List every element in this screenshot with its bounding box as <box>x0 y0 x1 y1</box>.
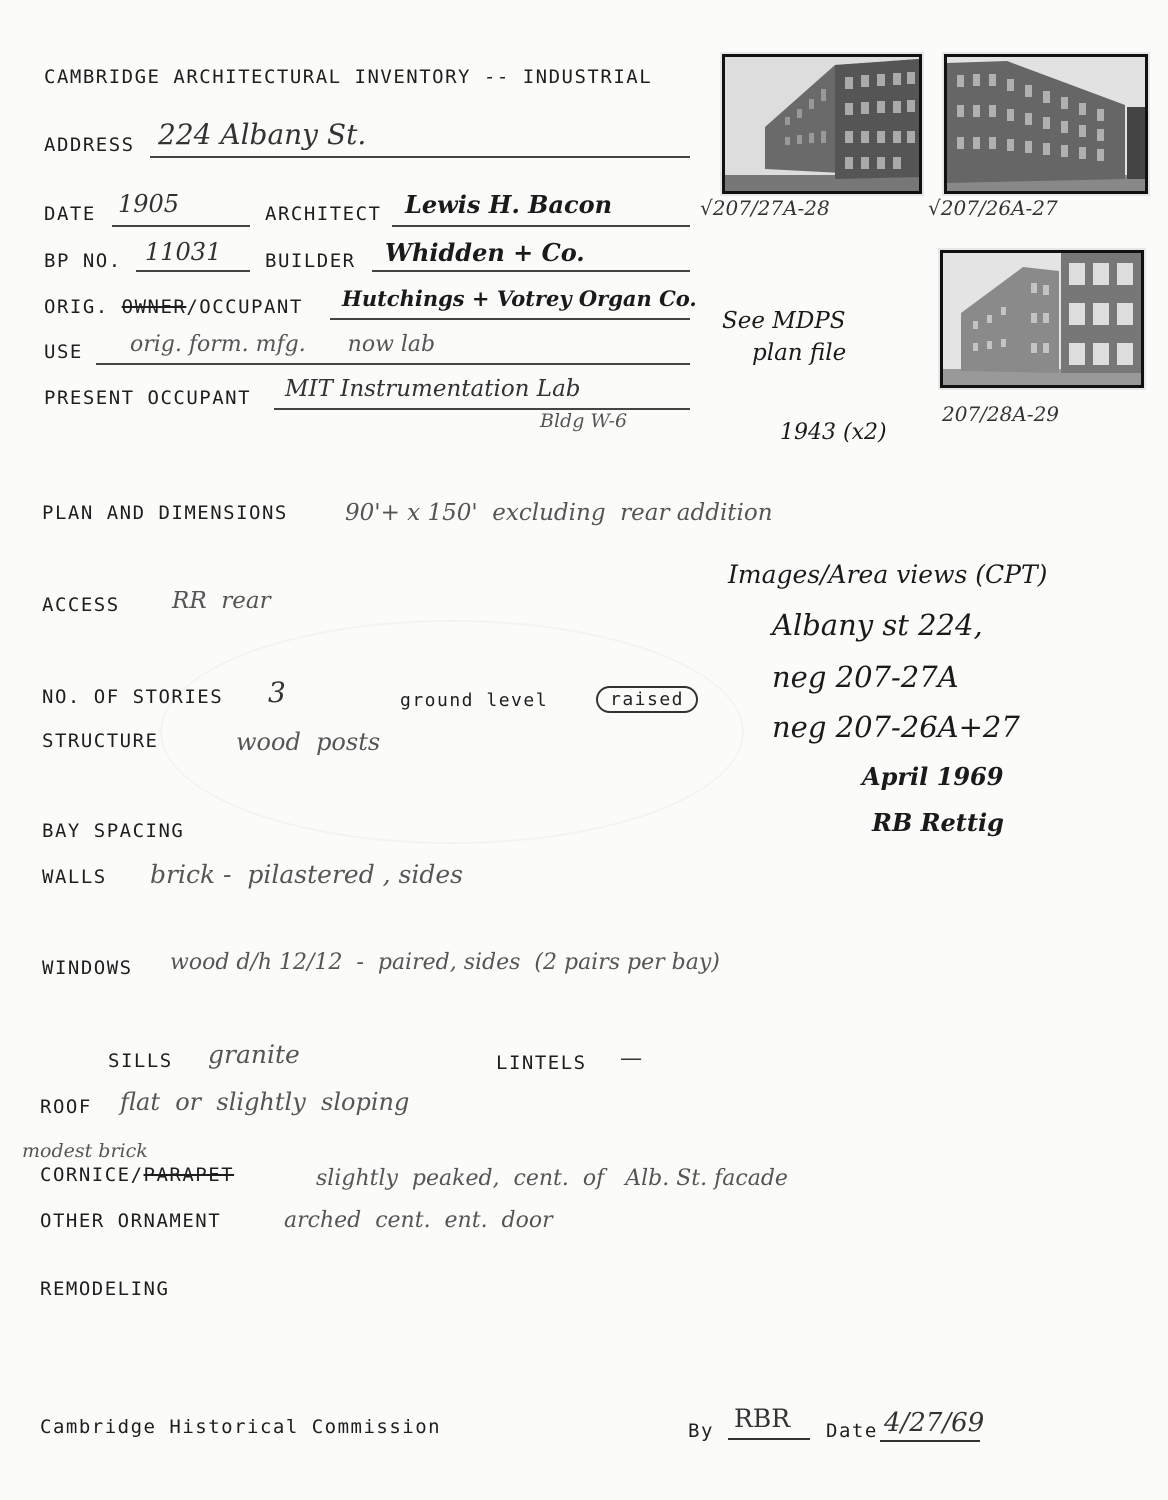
builder-value: Whidden + Co. <box>385 238 585 267</box>
plan-label: PLAN AND DIMENSIONS <box>42 502 288 524</box>
ground-level-value: raised <box>596 686 698 713</box>
other-ornament-value: arched cent. ent. door <box>284 1208 553 1233</box>
walls-value: brick - pilastered , sides <box>150 860 464 889</box>
address-line <box>150 156 690 158</box>
by-value: RBR <box>734 1404 791 1433</box>
by-underline <box>728 1438 810 1440</box>
windows-label: WINDOWS <box>42 957 133 979</box>
walls-label: WALLS <box>42 866 107 888</box>
building-photo-1-image <box>725 57 919 191</box>
images-note-line-1: Images/Area views (CPT) <box>728 560 1048 589</box>
footer-org: Cambridge Historical Commission <box>40 1416 442 1438</box>
use-line <box>96 363 690 365</box>
cornice-parapet-struck: PARAPET <box>143 1164 235 1186</box>
architect-line <box>392 225 690 227</box>
date-note: April 1969 <box>862 762 1004 791</box>
date-footer-label: Date <box>826 1420 878 1442</box>
access-value: RR rear <box>172 588 271 614</box>
address-value: 224 Albany St. <box>158 118 367 151</box>
mdps-note-line-2: plan file <box>752 340 847 366</box>
remodeling-label: REMODELING <box>40 1278 170 1300</box>
cornice-note: modest brick <box>22 1140 148 1162</box>
orig-owner-struck: OWNER <box>121 296 187 318</box>
mdps-note-line-1: See MDPS <box>722 308 846 334</box>
present-occupant-label: PRESENT OCCUPANT <box>44 387 252 409</box>
date-footer-value: 4/27/69 <box>884 1408 985 1438</box>
bp-no-value: 11031 <box>145 238 222 266</box>
orig-suffix: /OCCUPANT <box>186 296 303 318</box>
signature-note: RB Rettig <box>872 808 1004 837</box>
cornice-value: slightly peaked, cent. of Alb. St. facade <box>316 1166 788 1191</box>
form-title: CAMBRIDGE ARCHITECTURAL INVENTORY -- INDUSTRIAL <box>44 66 653 88</box>
ground-level-label: ground level <box>400 690 549 711</box>
present-occupant-value: MIT Instrumentation Lab <box>285 376 581 402</box>
builder-line <box>372 270 690 272</box>
by-label: By <box>688 1420 714 1442</box>
orig-occupant-line <box>330 318 690 320</box>
bp-no-line <box>136 270 250 272</box>
orig-prefix: ORIG. <box>44 296 109 318</box>
date-footer-underline <box>880 1440 980 1442</box>
present-occupant-line <box>274 408 690 410</box>
cornice-label <box>40 1164 234 1186</box>
roof-value: flat or slightly sloping <box>120 1088 410 1116</box>
architect-label: ARCHITECT <box>265 203 382 225</box>
structure-label: STRUCTURE <box>42 730 159 752</box>
date-label: DATE <box>44 203 96 225</box>
building-photo-2-image <box>947 57 1145 191</box>
bay-spacing-label: BAY SPACING <box>42 820 185 842</box>
building-photo-1 <box>722 54 922 194</box>
sills-label: SILLS <box>108 1050 173 1072</box>
sills-value: granite <box>208 1040 300 1069</box>
lintels-label: LINTELS <box>496 1052 587 1074</box>
use-label: USE <box>44 341 83 363</box>
bp-no-label: BP NO. <box>44 250 122 272</box>
date-line <box>112 225 250 227</box>
date-value: 1905 <box>118 190 180 218</box>
stories-label: NO. OF STORIES <box>42 686 224 708</box>
building-photo-3-image <box>943 253 1141 385</box>
structure-value: wood posts <box>236 728 381 756</box>
images-note-line-3: neg 207-27A <box>772 660 959 694</box>
other-ornament-label: OTHER ORNAMENT <box>40 1210 222 1232</box>
cornice-prefix: CORNICE/ <box>40 1164 144 1186</box>
stories-value: 3 <box>268 676 286 709</box>
orig-occupant-label <box>44 296 303 318</box>
images-note-line-2: Albany st 224, <box>772 608 983 642</box>
present-occupant-note: Bldg W-6 <box>540 410 628 432</box>
photo-2-caption: √207/26A-27 <box>928 196 1058 220</box>
building-photo-2 <box>944 54 1148 194</box>
orig-occupant-value: Hutchings + Votrey Organ Co. <box>342 286 697 311</box>
plan-value: 90'+ x 150' excluding rear addition <box>345 500 773 526</box>
address-label: ADDRESS <box>44 134 135 156</box>
photo-3-caption: 207/28A-29 <box>942 402 1060 426</box>
lintels-value: — <box>620 1046 642 1071</box>
images-note-line-4: neg 207-26A+27 <box>772 710 1020 744</box>
use-value: orig. form. mfg. now lab <box>130 332 436 357</box>
mdps-note-line-3: 1943 (x2) <box>780 420 887 445</box>
access-label: ACCESS <box>42 594 120 616</box>
roof-label: ROOF <box>40 1096 92 1118</box>
photo-1-caption: √207/27A-28 <box>700 196 830 220</box>
builder-label: BUILDER <box>265 250 356 272</box>
windows-value: wood d/h 12/12 - paired, sides (2 pairs per bay) <box>170 950 720 975</box>
building-photo-3 <box>940 250 1144 388</box>
architect-value: Lewis H. Bacon <box>405 190 613 219</box>
